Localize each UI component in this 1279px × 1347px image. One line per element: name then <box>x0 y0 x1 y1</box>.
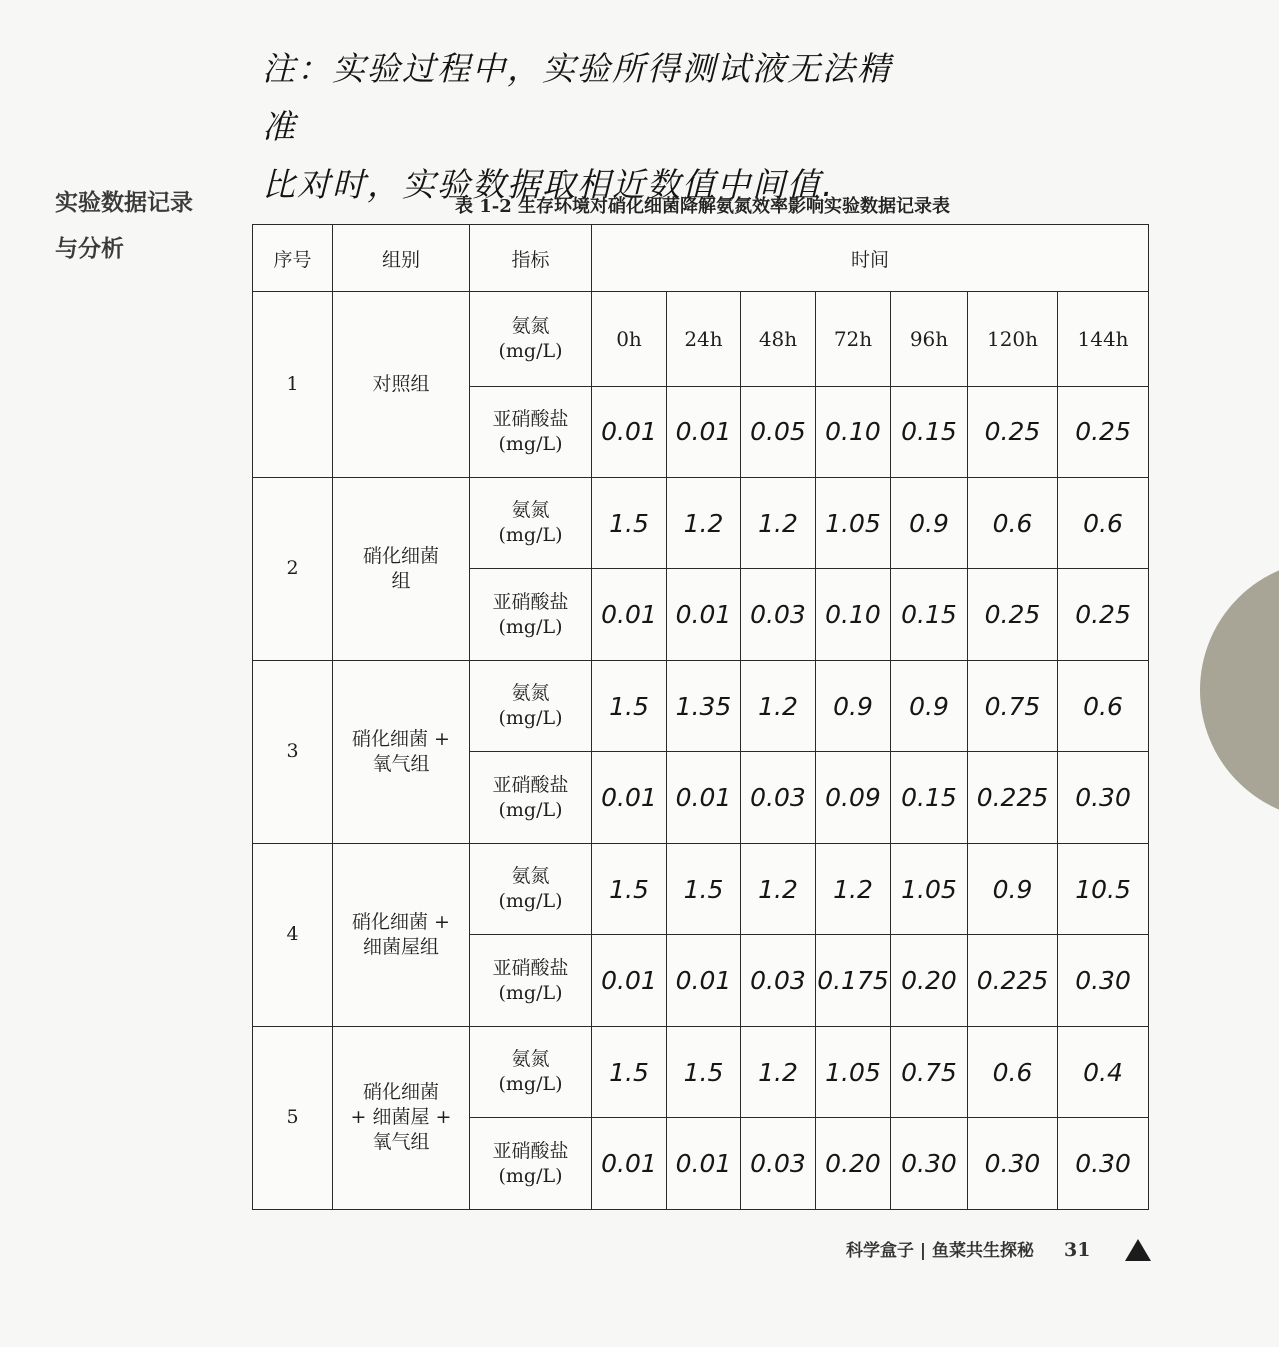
nitrite-value: 0.01 <box>592 1118 667 1210</box>
metric-label-nitrite <box>470 935 592 1026</box>
group-name-line: 硝化细菌 <box>362 544 439 567</box>
section-heading-line-1: 实验数据记录 <box>55 190 193 216</box>
nitrite-value: 0.30 <box>968 1118 1058 1210</box>
group-name <box>333 843 470 1026</box>
group-name <box>333 1026 470 1209</box>
timepoint-label: 96h <box>891 292 968 387</box>
ammonia-value: 1.5 <box>667 1026 741 1117</box>
nitrite-value: 0.01 <box>667 1118 741 1210</box>
metric-unit: (mg/L) <box>498 981 563 1004</box>
ammonia-value: 1.05 <box>816 477 891 568</box>
ammonia-value: 0.6 <box>968 477 1058 568</box>
ammonia-value: 1.5 <box>592 477 667 568</box>
timepoint-label: 48h <box>741 292 816 387</box>
metric-name: 亚硝酸盐 <box>492 1139 569 1162</box>
ammonia-value: 1.2 <box>816 843 891 934</box>
nitrite-value: 0.15 <box>891 752 968 843</box>
page-number: 31 <box>1063 1239 1091 1261</box>
group-index: 5 <box>253 1026 333 1209</box>
metric-label-ammonia <box>470 1026 592 1117</box>
table-row <box>253 843 1149 934</box>
group-name-line: + 细菌屋 + <box>350 1106 452 1129</box>
group-index: 4 <box>253 843 333 1026</box>
nitrite-value: 0.05 <box>741 386 816 477</box>
nitrite-value: 0.25 <box>1058 386 1149 477</box>
ammonia-value: 0.6 <box>968 1026 1058 1117</box>
metric-name: 氨氮 <box>511 499 550 522</box>
group-name-line: 氧气组 <box>372 1131 430 1154</box>
ammonia-value: 1.2 <box>741 843 816 934</box>
note-line-2: 比对时，实验数据取相近数值中间值. <box>262 165 835 204</box>
metric-name: 亚硝酸盐 <box>492 407 569 430</box>
header-metric: 指标 <box>470 225 592 292</box>
nitrite-value: 0.15 <box>891 569 968 660</box>
ammonia-value: 0.75 <box>891 1026 968 1117</box>
ammonia-value: 0.4 <box>1058 1026 1149 1117</box>
metric-unit: (mg/L) <box>498 339 563 362</box>
metric-name: 亚硝酸盐 <box>492 773 569 796</box>
group-name <box>333 477 470 660</box>
nitrite-value: 0.10 <box>816 386 891 477</box>
nitrite-value: 0.01 <box>667 752 741 843</box>
ammonia-value: 1.2 <box>667 477 741 568</box>
group-index: 2 <box>253 477 333 660</box>
nitrite-value: 0.225 <box>968 752 1058 843</box>
nitrite-value: 0.15 <box>891 386 968 477</box>
metric-label-ammonia <box>470 843 592 934</box>
ammonia-value: 0.9 <box>968 843 1058 934</box>
ammonia-value: 1.05 <box>816 1026 891 1117</box>
nitrite-value: 0.20 <box>891 935 968 1026</box>
page-footer <box>846 1236 1090 1261</box>
metric-name: 亚硝酸盐 <box>492 956 569 979</box>
nitrite-value: 0.25 <box>1058 569 1149 660</box>
timepoint-label: 24h <box>667 292 741 387</box>
timepoint-label: 0h <box>592 292 667 387</box>
group-name-line: 硝化细菌 + <box>352 727 450 750</box>
metric-unit: (mg/L) <box>498 615 563 638</box>
ammonia-value: 0.6 <box>1058 660 1149 751</box>
ammonia-value: 1.2 <box>741 660 816 751</box>
ammonia-value: 0.9 <box>816 660 891 751</box>
metric-unit: (mg/L) <box>498 1073 563 1096</box>
header-index: 序号 <box>253 225 333 292</box>
nitrite-value: 0.01 <box>667 569 741 660</box>
metric-label-nitrite <box>470 752 592 843</box>
metric-name: 氨氮 <box>511 1048 550 1071</box>
group-index: 1 <box>253 292 333 478</box>
nitrite-value: 0.01 <box>592 569 667 660</box>
metric-unit: (mg/L) <box>498 707 563 730</box>
nitrite-value: 0.30 <box>1058 1118 1149 1210</box>
ammonia-value: 1.2 <box>741 1026 816 1117</box>
ammonia-value: 1.5 <box>592 843 667 934</box>
ammonia-value: 0.9 <box>891 477 968 568</box>
nitrite-value: 0.09 <box>816 752 891 843</box>
ammonia-value: 0.75 <box>968 660 1058 751</box>
ammonia-value: 1.5 <box>592 1026 667 1117</box>
ammonia-value: 1.5 <box>667 843 741 934</box>
note-line-1: 注：实验过程中，实验所得测试液无法精准 <box>262 49 892 146</box>
group-name-line: 对照组 <box>372 372 430 395</box>
group-name-line: 氧气组 <box>372 752 430 775</box>
nitrite-value: 0.01 <box>667 386 741 477</box>
ammonia-value: 0.9 <box>891 660 968 751</box>
nitrite-value: 0.30 <box>1058 935 1149 1026</box>
metric-label-ammonia <box>470 477 592 568</box>
metric-label-ammonia <box>470 660 592 751</box>
group-name <box>333 660 470 843</box>
nitrite-value: 0.175 <box>816 935 891 1026</box>
footer-title: 科学盒子 | 鱼菜共生探秘 <box>846 1241 1035 1261</box>
timepoint-label: 120h <box>968 292 1058 387</box>
nitrite-value: 0.25 <box>968 569 1058 660</box>
group-name <box>333 292 470 478</box>
header-row <box>253 225 1149 292</box>
header-time: 时间 <box>592 225 1149 292</box>
nitrite-value: 0.03 <box>741 1118 816 1210</box>
section-heading <box>55 180 225 272</box>
metric-label-nitrite <box>470 569 592 660</box>
metric-unit: (mg/L) <box>498 1164 563 1187</box>
nitrite-value: 0.01 <box>592 752 667 843</box>
metric-name: 氨氮 <box>511 865 550 888</box>
metric-label-nitrite <box>470 1118 592 1210</box>
table-row <box>253 292 1149 387</box>
group-name-line: 组 <box>391 569 411 592</box>
ammonia-value: 1.2 <box>741 477 816 568</box>
ammonia-value: 1.05 <box>891 843 968 934</box>
section-heading-line-2: 与分析 <box>55 236 124 262</box>
metric-name: 亚硝酸盐 <box>492 590 569 613</box>
metric-name: 氨氮 <box>511 314 550 337</box>
metric-unit: (mg/L) <box>498 524 563 547</box>
handwritten-note <box>262 40 902 214</box>
triangle-marker-icon <box>1125 1239 1151 1261</box>
nitrite-value: 0.20 <box>816 1118 891 1210</box>
table-row <box>253 1026 1149 1117</box>
nitrite-value: 0.30 <box>1058 752 1149 843</box>
ammonia-value: 0.6 <box>1058 477 1149 568</box>
group-index: 3 <box>253 660 333 843</box>
nitrite-value: 0.03 <box>741 752 816 843</box>
metric-name: 氨氮 <box>511 682 550 705</box>
metric-label-nitrite <box>470 386 592 477</box>
table-row <box>253 477 1149 568</box>
nitrite-value: 0.25 <box>968 386 1058 477</box>
ammonia-value: 10.5 <box>1058 843 1149 934</box>
metric-unit: (mg/L) <box>498 890 563 913</box>
nitrite-value: 0.30 <box>891 1118 968 1210</box>
table-body <box>253 292 1149 1210</box>
nitrite-value: 0.03 <box>741 569 816 660</box>
ammonia-value: 1.35 <box>667 660 741 751</box>
experiment-data-table <box>252 224 1149 1210</box>
page-edge-shadow <box>1200 560 1279 820</box>
group-name-line: 硝化细菌 + <box>352 910 450 933</box>
table-row <box>253 660 1149 751</box>
nitrite-value: 0.225 <box>968 935 1058 1026</box>
timepoint-label: 72h <box>816 292 891 387</box>
timepoint-label: 144h <box>1058 292 1149 387</box>
metric-unit: (mg/L) <box>498 798 563 821</box>
nitrite-value: 0.01 <box>592 386 667 477</box>
ammonia-value: 1.5 <box>592 660 667 751</box>
nitrite-value: 0.01 <box>667 935 741 1026</box>
metric-label-ammonia <box>470 292 592 387</box>
nitrite-value: 0.10 <box>816 569 891 660</box>
nitrite-value: 0.01 <box>592 935 667 1026</box>
header-group: 组别 <box>333 225 470 292</box>
group-name-line: 细菌屋组 <box>362 935 439 958</box>
table-caption: 表 1-2 生存环境对硝化细菌降解氨氮效率影响实验数据记录表 <box>454 196 951 217</box>
group-name-line: 硝化细菌 <box>362 1081 439 1104</box>
nitrite-value: 0.03 <box>741 935 816 1026</box>
metric-unit: (mg/L) <box>498 432 563 455</box>
